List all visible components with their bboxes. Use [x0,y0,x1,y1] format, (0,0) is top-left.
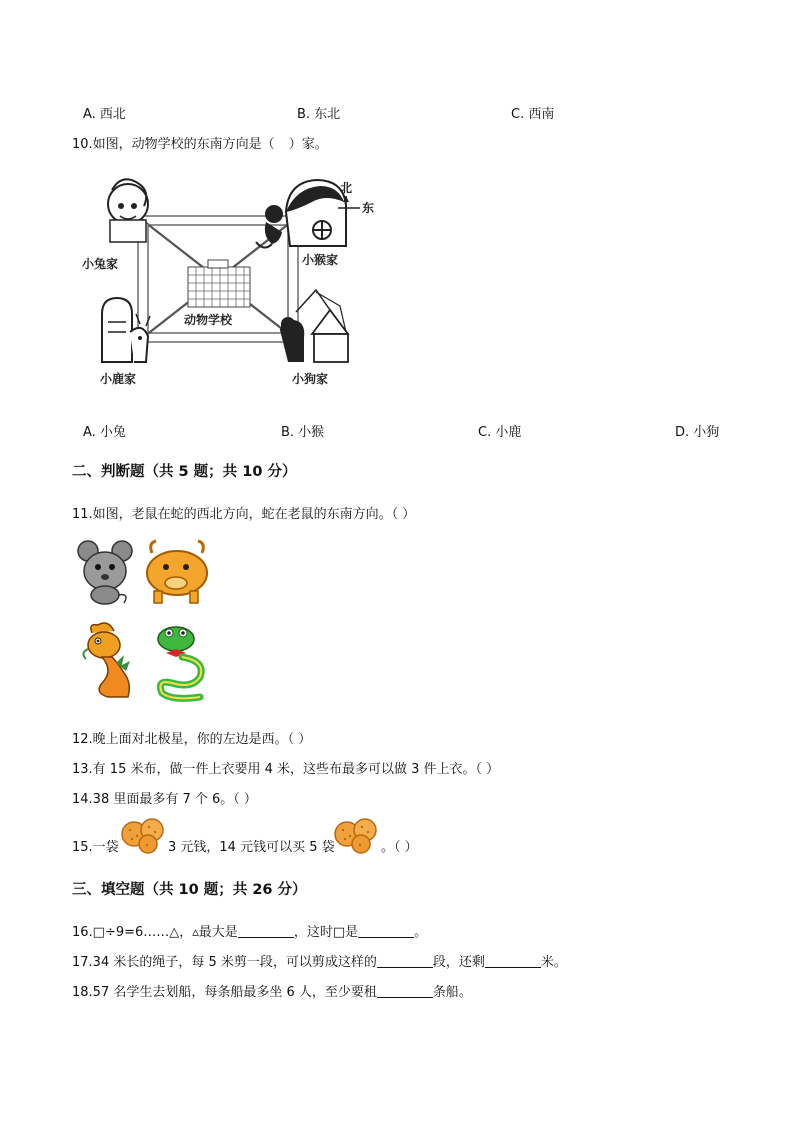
q10-stem-after: ）家。 [288,137,328,152]
q16-part3: 。 [414,925,428,940]
q17-blank-1[interactable] [377,955,433,968]
q17-part2: 段，还剩 [432,955,485,970]
biscuit-bag-icon-2 [333,818,381,854]
section-3-title: 三、填空题（共 10 题；共 26 分） [72,882,307,898]
mouse-icon [78,541,132,604]
snake-icon [158,627,201,698]
q10-option-b: B. 小猴 [281,425,325,440]
q9-option-a: A. 西北 [83,107,126,122]
q9-option-c: C. 西南 [511,107,555,122]
q16-line [72,925,427,941]
q17-part1: 17.34 米长的绳子，每 5 米剪一段，可以剪成这样的 [72,955,377,970]
compass-east-label: 东 [362,201,375,215]
q12-text: 12.晚上面对北极星，你的左边是西。（ ） [72,732,312,747]
q16-blank-1[interactable] [238,925,294,938]
q15-part2: 3 元钱，14 元钱可以买 5 袋 [168,840,335,855]
dog-house-icon [280,290,348,362]
q16-part2: ，这时□是 [293,925,359,940]
label-monkey: 小猴家 [302,253,339,267]
biscuit-bag-icon [120,818,168,854]
q11-animal-figure [72,533,217,703]
q15-part3: 。（ ） [381,840,418,855]
school-building-icon [188,260,250,307]
q14-text: 14.38 里面最多有 7 个 6。（ ） [72,792,257,807]
label-dog: 小狗家 [292,372,329,386]
q16-part1: 16.□÷9=6……△，▵最大是 [72,925,238,940]
label-rabbit: 小兔家 [82,257,119,271]
q10-map-figure [76,172,386,397]
label-school: 动物学校 [184,313,233,327]
compass-north-label: 北 [340,181,353,195]
q10-option-c: C. 小鹿 [478,425,522,440]
ox-icon [147,541,207,603]
q10-stem [72,137,328,153]
q17-line [72,955,567,971]
q18-part1: 18.57 名学生去划船，每条船最多坐 6 人，至少要租 [72,985,377,1000]
deer-house-icon [102,298,150,362]
q17-blank-2[interactable] [485,955,541,968]
q11-text: 11.如图，老鼠在蛇的西北方向，蛇在老鼠的东南方向。（ ） [72,507,416,522]
q18-line [72,985,472,1001]
q10-option-d: D. 小狗 [675,425,720,440]
q13-text: 13.有 15 米布，做一件上衣要用 4 米，这些布最多可以做 3 件上衣。（ ） [72,762,500,777]
section-2-title: 二、判断题（共 5 题；共 10 分） [72,464,297,480]
rabbit-house-icon [108,179,148,242]
q17-part3: 米。 [540,955,567,970]
q18-blank-1[interactable] [377,985,433,998]
monkey-house-icon [256,180,346,248]
label-deer: 小鹿家 [100,372,137,386]
q9-option-b: B. 东北 [297,107,341,122]
q18-part2: 条船。 [432,985,472,1000]
q15-part1: 15.一袋 [72,840,119,855]
dragon-icon [83,623,130,697]
q10-stem-before: 10.如图，动物学校的东南方向是（ [72,137,275,152]
q16-blank-2[interactable] [358,925,414,938]
q10-option-a: A. 小兔 [83,425,126,440]
